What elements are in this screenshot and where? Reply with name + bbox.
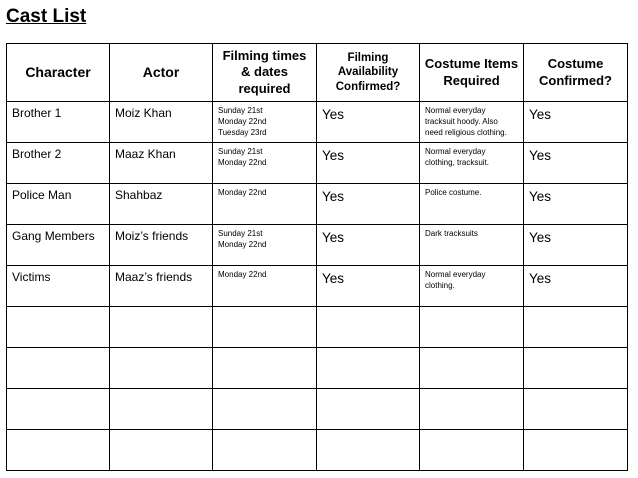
- costume-line: Normal everyday: [425, 270, 486, 279]
- availability-value: Yes: [322, 107, 345, 122]
- costume-confirmed-value: Yes: [529, 189, 552, 204]
- cell-actor: [110, 143, 213, 184]
- cell-costume-confirmed: [524, 102, 628, 143]
- cell-availability: [317, 225, 420, 266]
- cell-costume-confirmed: [524, 143, 628, 184]
- filming-dates: [213, 225, 316, 250]
- costume-items: [420, 102, 523, 138]
- empty-cell: [110, 430, 213, 471]
- empty-row: [7, 389, 628, 430]
- cell-actor: [110, 225, 213, 266]
- actor-name: Moiz’s friends: [115, 229, 189, 243]
- empty-cell: [317, 389, 420, 430]
- header-availability: Filming Availability Confirmed?: [317, 44, 420, 102]
- cell-availability: [317, 266, 420, 307]
- empty-cell: [317, 430, 420, 471]
- filming-date: Tuesday 23rd: [218, 128, 267, 137]
- header-row: [7, 44, 628, 102]
- cell-dates: [213, 184, 317, 225]
- cell-dates: [213, 266, 317, 307]
- availability-value: Yes: [322, 230, 345, 245]
- filming-date: Monday 22nd: [218, 240, 267, 249]
- filming-dates: [213, 266, 316, 280]
- actor-name: Maaz Khan: [115, 147, 176, 161]
- cell-actor: [110, 266, 213, 307]
- header-character: Character: [7, 44, 110, 102]
- empty-cell: [213, 307, 317, 348]
- empty-cell: [110, 389, 213, 430]
- cell-character: [7, 266, 110, 307]
- cell-dates: [213, 102, 317, 143]
- availability-value: Yes: [322, 189, 345, 204]
- costume-line: Dark tracksuits: [425, 229, 478, 238]
- character-name: Brother 2: [12, 147, 62, 161]
- header-filming-times: Filming times & dates required: [213, 44, 317, 102]
- empty-cell: [213, 389, 317, 430]
- costume-line: clothing, tracksuit.: [425, 158, 490, 167]
- character-name: Police Man: [12, 188, 72, 202]
- empty-cell: [7, 348, 110, 389]
- costume-confirmed-value: Yes: [529, 107, 552, 122]
- empty-cell: [420, 389, 524, 430]
- cell-actor: [110, 184, 213, 225]
- filming-dates: [213, 102, 316, 138]
- page-title: Cast List: [6, 6, 87, 27]
- filming-date: Monday 22nd: [218, 188, 267, 197]
- actor-name: Moiz Khan: [115, 106, 172, 120]
- cell-costume: [420, 102, 524, 143]
- cell-character: [7, 102, 110, 143]
- cell-character: [7, 225, 110, 266]
- header-costume-confirmed: Costume Confirmed?: [524, 44, 628, 102]
- character-name: Brother 1: [12, 106, 62, 120]
- cell-costume-confirmed: [524, 184, 628, 225]
- empty-cell: [317, 307, 420, 348]
- header-costume-items: Costume Items Required: [420, 44, 524, 102]
- filming-date: Sunday 21st: [218, 229, 263, 238]
- actor-name: Shahbaz: [115, 188, 163, 202]
- cell-character: [7, 143, 110, 184]
- cell-availability: [317, 184, 420, 225]
- empty-cell: [7, 389, 110, 430]
- filming-date: Monday 22nd: [218, 158, 267, 167]
- costume-confirmed-value: Yes: [529, 148, 552, 163]
- filming-date: Sunday 21st: [218, 106, 263, 115]
- costume-line: Normal everyday: [425, 106, 486, 115]
- cell-availability: [317, 143, 420, 184]
- costume-confirmed-value: Yes: [529, 271, 552, 286]
- cell-dates: [213, 225, 317, 266]
- empty-cell: [524, 348, 628, 389]
- empty-cell: [213, 430, 317, 471]
- character-name: Victims: [12, 270, 51, 284]
- empty-cell: [7, 307, 110, 348]
- costume-items: [420, 266, 523, 291]
- filming-dates: [213, 184, 316, 198]
- empty-cell: [420, 307, 524, 348]
- availability-value: Yes: [322, 148, 345, 163]
- empty-cell: [110, 307, 213, 348]
- cell-availability: [317, 102, 420, 143]
- empty-cell: [7, 430, 110, 471]
- cell-costume: [420, 225, 524, 266]
- costume-items: [420, 184, 523, 198]
- empty-cell: [110, 348, 213, 389]
- costume-line: tracksuit hoody. Also: [425, 117, 498, 126]
- cell-costume: [420, 266, 524, 307]
- character-name: Gang Members: [12, 229, 95, 243]
- empty-cell: [213, 348, 317, 389]
- table-row: [7, 102, 628, 143]
- costume-items: [420, 225, 523, 239]
- empty-row: [7, 348, 628, 389]
- table-row: [7, 143, 628, 184]
- cell-costume: [420, 143, 524, 184]
- table-row: [7, 225, 628, 266]
- filming-date: Sunday 21st: [218, 147, 263, 156]
- empty-cell: [524, 307, 628, 348]
- empty-row: [7, 430, 628, 471]
- cell-costume-confirmed: [524, 266, 628, 307]
- cast-table: [6, 43, 628, 471]
- empty-cell: [317, 348, 420, 389]
- filming-date: Monday 22nd: [218, 117, 267, 126]
- costume-items: [420, 143, 523, 168]
- costume-line: need religious clothing.: [425, 128, 507, 137]
- costume-line: clothing.: [425, 281, 455, 290]
- empty-cell: [420, 430, 524, 471]
- header-actor: Actor: [110, 44, 213, 102]
- empty-cell: [524, 389, 628, 430]
- availability-value: Yes: [322, 271, 345, 286]
- costume-confirmed-value: Yes: [529, 230, 552, 245]
- filming-date: Monday 22nd: [218, 270, 267, 279]
- cast-table-body: [7, 102, 628, 471]
- actor-name: Maaz’s friends: [115, 270, 193, 284]
- empty-cell: [524, 430, 628, 471]
- cell-costume-confirmed: [524, 225, 628, 266]
- empty-cell: [420, 348, 524, 389]
- cell-costume: [420, 184, 524, 225]
- empty-row: [7, 307, 628, 348]
- table-row: [7, 266, 628, 307]
- filming-dates: [213, 143, 316, 168]
- costume-line: Normal everyday: [425, 147, 486, 156]
- costume-line: Police costume.: [425, 188, 482, 197]
- cell-actor: [110, 102, 213, 143]
- cell-dates: [213, 143, 317, 184]
- table-row: [7, 184, 628, 225]
- cell-character: [7, 184, 110, 225]
